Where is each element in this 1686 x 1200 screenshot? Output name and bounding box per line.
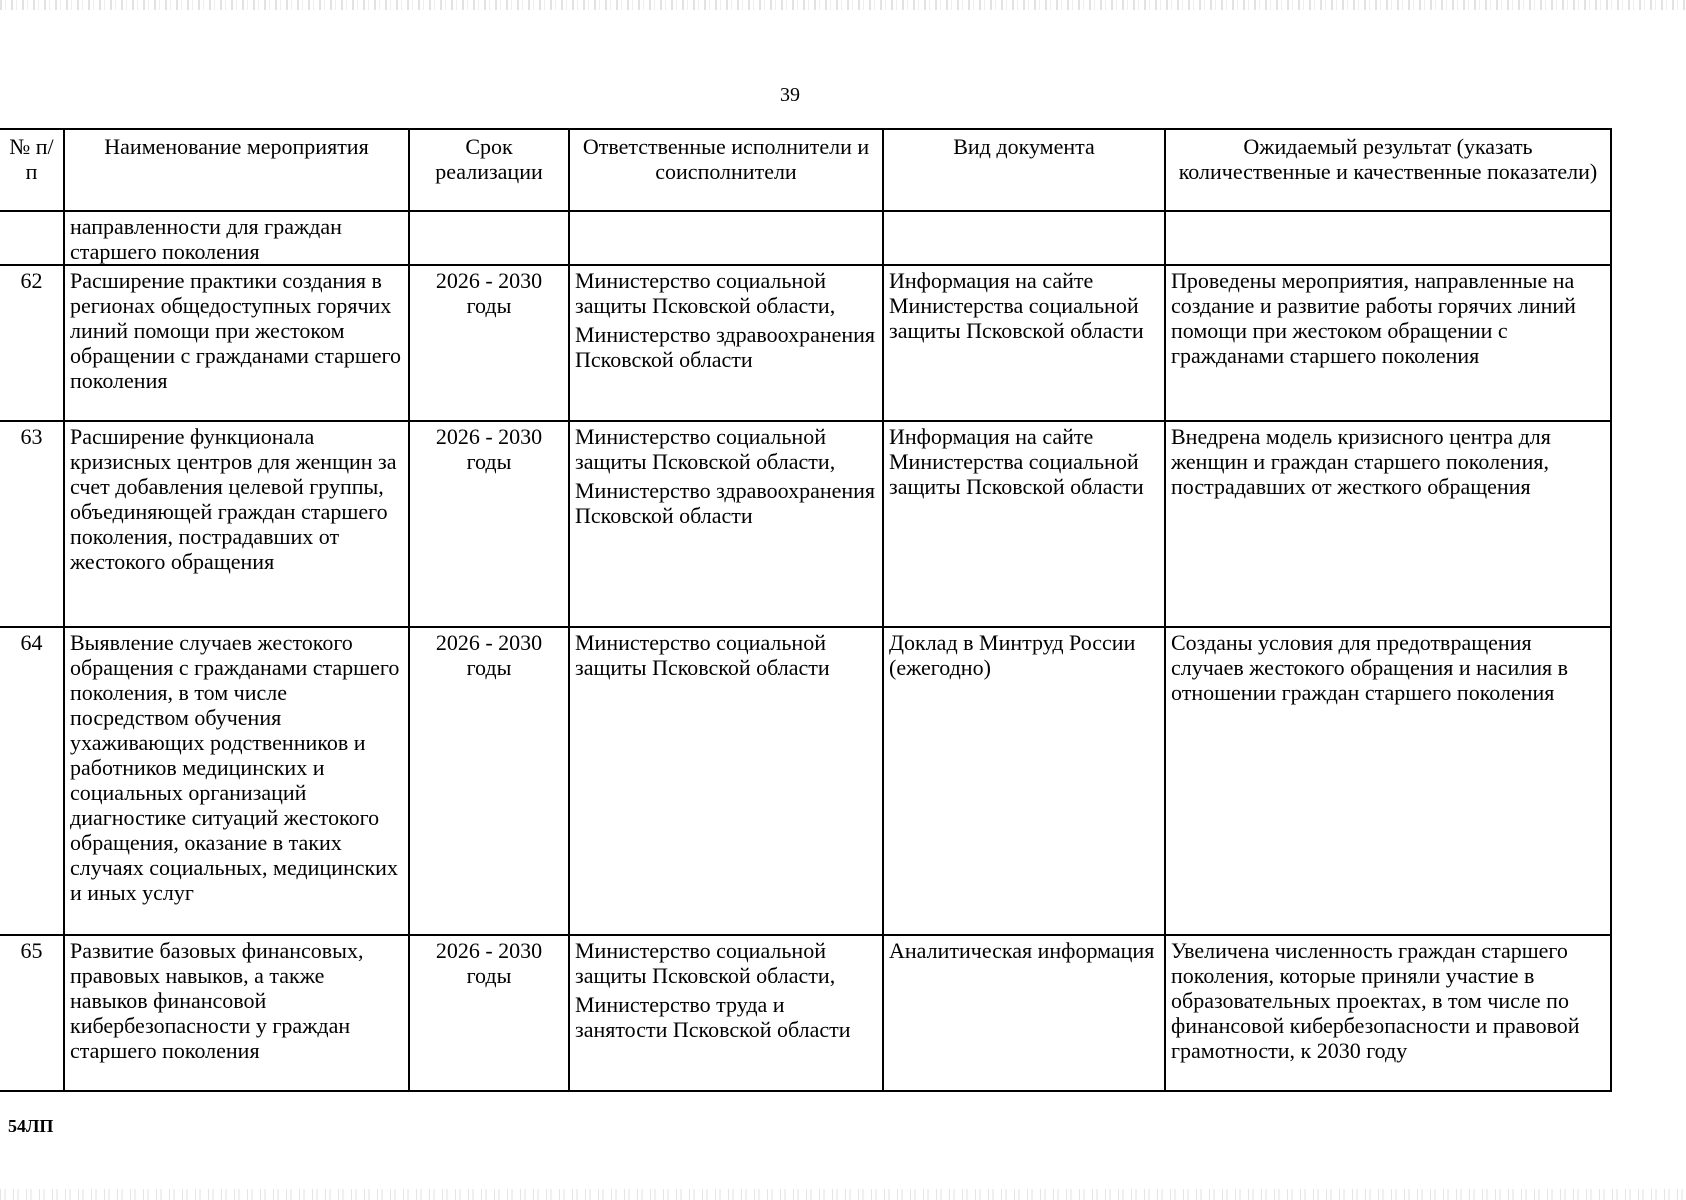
row-num: 64 — [0, 627, 64, 935]
row-executors — [569, 627, 883, 935]
header-name: Наименование мероприятия — [64, 129, 409, 211]
row-result: Проведены мероприятия, направленные на создание и развитие работы горячих линий помощи при жестоком обращении с гражданами старшего поколения — [1165, 265, 1611, 421]
row-document: Информация на сайте Министерства социальной защиты Псковской области — [883, 421, 1165, 627]
row-name: Расширение функционала кризисных центров для женщин за счет добавления целевой группы, объединяющей граждан старшего поколения, пострадавших от жестокого обращения — [64, 421, 409, 627]
row-document: Информация на сайте Министерства социальной защиты Псковской области — [883, 265, 1165, 421]
row-name: Расширение практики создания в регионах общедоступных горячих линий помощи при жестоком обращении с гражданами старшего поколения — [64, 265, 409, 421]
row-name: Выявление случаев жестокого обращения с гражданами старшего поколения, в том числе посредством обучения ухаживающих родственников и работников медицинских и социальных организаций диагностике ситуаций жестокого обращения, оказание в таких случаях социальных, медицинских и иных услуг — [64, 627, 409, 935]
continuation-executors-cell — [569, 211, 883, 265]
row-executors — [569, 935, 883, 1091]
page-number: 39 — [780, 84, 800, 106]
row-term: 2026 - 2030 годы — [409, 935, 569, 1091]
executor-line: Министерство труда и занятости Псковской области — [575, 992, 851, 1042]
row-result: Созданы условия для предотвращения случаев жестокого обращения и насилия в отношении граждан старшего поколения — [1165, 627, 1611, 935]
table-row — [0, 627, 1611, 935]
row-document: Аналитическая информация — [883, 935, 1165, 1091]
scan-edge-top — [0, 0, 1686, 10]
row-num: 65 — [0, 935, 64, 1091]
row-result: Внедрена модель кризисного центра для женщин и граждан старшего поколения, пострадавших от жесткого обращения — [1165, 421, 1611, 627]
row-num: 63 — [0, 421, 64, 627]
row-term: 2026 - 2030 годы — [409, 421, 569, 627]
row-document: Доклад в Минтруд России (ежегодно) — [883, 627, 1165, 935]
row-executors — [569, 421, 883, 627]
header-executors: Ответственные исполнители и соисполнители — [569, 129, 883, 211]
scan-edge-bottom — [0, 1189, 1686, 1200]
executor-line: Министерство здравоохранения Псковской области — [575, 478, 876, 528]
row-term: 2026 - 2030 годы — [409, 627, 569, 935]
header-document: Вид документа — [883, 129, 1165, 211]
executor-line: Министерство социальной защиты Псковской области, — [575, 268, 836, 318]
header-num: № п/п — [0, 129, 64, 211]
continuation-num-cell — [0, 211, 64, 265]
row-result: Увеличена численность граждан старшего поколения, которые приняли участие в образовательных проектах, в том числе по финансовой кибербезопасности и правовой грамотности, к 2030 году — [1165, 935, 1611, 1091]
header-result: Ожидаемый результат (указать количественные и качественные показатели) — [1165, 129, 1611, 211]
table-row — [0, 265, 1611, 421]
continuation-result-cell — [1165, 211, 1611, 265]
table-row — [0, 935, 1611, 1091]
continuation-name-cell: направленности для граждан старшего поколения — [64, 211, 409, 265]
executor-line: Министерство социальной защиты Псковской области, — [575, 424, 836, 474]
row-term: 2026 - 2030 годы — [409, 265, 569, 421]
executor-line: Министерство социальной защиты Псковской области, — [575, 938, 836, 988]
executor-line: Министерство социальной защиты Псковской области — [575, 630, 830, 680]
continuation-row — [0, 211, 1611, 265]
row-executors — [569, 265, 883, 421]
action-plan-table — [0, 128, 1612, 1092]
executor-line: Министерство здравоохранения Псковской области — [575, 322, 876, 372]
table-row — [0, 421, 1611, 627]
continuation-document-cell — [883, 211, 1165, 265]
row-num: 62 — [0, 265, 64, 421]
continuation-term-cell — [409, 211, 569, 265]
row-name: Развитие базовых финансовых, правовых навыков, а также навыков финансовой кибербезопасности у граждан старшего поколения — [64, 935, 409, 1091]
header-term: Срок реализации — [409, 129, 569, 211]
table-header-row — [0, 129, 1611, 211]
footer-code: 54ЛП — [8, 1116, 54, 1136]
